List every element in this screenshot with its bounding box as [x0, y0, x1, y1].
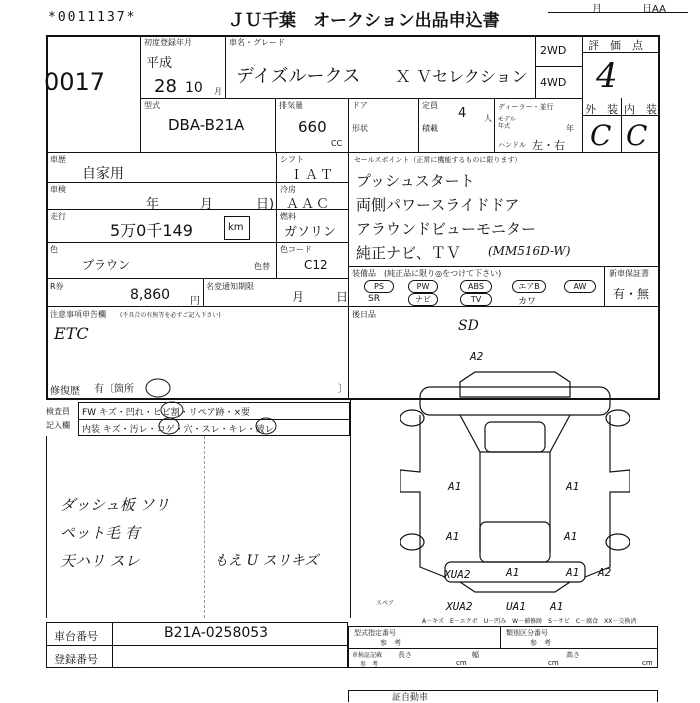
damage-left-low: A1	[446, 530, 460, 543]
chassis-value: B21A-0258053	[164, 625, 269, 641]
car-name: デイズルークス	[236, 66, 361, 87]
mileage-unit: km	[228, 222, 244, 233]
hand-note-4: もえ U スリキズ	[214, 553, 319, 569]
lot-number: 0017	[44, 68, 106, 96]
shift-value: ＩＡＴ	[290, 168, 336, 183]
drive-2wd: 2WD	[540, 44, 567, 57]
repair-history-label: 修復歴	[50, 386, 80, 397]
rating-label: 評 価 点	[588, 39, 643, 52]
later-items-value: SD	[458, 318, 479, 334]
interior-rating: C	[626, 119, 648, 152]
damage-rear-right-corner: A2	[598, 566, 612, 579]
registration-month-unit: 月	[214, 87, 222, 96]
color-code-label: 色コード	[280, 245, 312, 254]
repair-history-value: 有〔箇所	[94, 384, 134, 395]
name-change-day: 日	[336, 290, 349, 304]
interior-label: 内 装	[624, 103, 657, 116]
size-label: 車検証記載	[352, 652, 383, 659]
dealer-label: ディーラー・並行	[498, 103, 554, 111]
height-label: 高さ	[566, 651, 580, 659]
fuel-value: ガソリン	[284, 225, 337, 240]
height-unit: cm	[642, 659, 653, 667]
form-title: ＪＵ千葉 オークション出品申込書	[228, 11, 500, 31]
equip-aw: AW	[564, 280, 596, 293]
inspector-row-2: 内装 キズ・汚レ・コゲ・穴・スレ・キレ・破レ	[82, 425, 274, 435]
damage-top: A2	[470, 350, 484, 363]
rating-score: 4	[596, 56, 618, 96]
model-year-label: モデル年式	[498, 116, 516, 130]
sales-point-note: (MM516D-W)	[488, 244, 571, 258]
handle-label: ハンドル	[498, 141, 526, 149]
color-code-value: C12	[304, 258, 328, 272]
sales-points-label: セールスポイント（正常に機能するものに限ります）	[354, 156, 522, 164]
usage-value: 自家用	[82, 166, 124, 182]
equipment-label: 装備品 (純正品に限り◎をつけて下さい)	[352, 269, 502, 278]
damage-bumper-left: XUA2	[446, 600, 473, 613]
inspection-year: 年	[146, 197, 160, 212]
mileage-value: 5万0千149	[110, 221, 193, 240]
load-label: 積載	[422, 124, 438, 133]
capacity-label: 定員	[422, 101, 438, 110]
model-label: 型式	[144, 101, 160, 110]
ac-value: ＡＡＣ	[286, 197, 332, 212]
registration-year: 28	[154, 76, 177, 97]
damage-left-mid: A1	[448, 480, 462, 493]
damage-right-rear: A1	[566, 566, 580, 579]
equip-airbag: エアB	[512, 280, 546, 293]
size-ref: 参 考	[360, 661, 379, 668]
hand-note-1: ダッシュ板 ソリ	[60, 496, 170, 514]
inspection-label: 車検	[50, 185, 66, 194]
registration-label: 初度登録年月	[144, 38, 192, 47]
color-value: ブラウン	[82, 258, 131, 272]
damage-right-low: A1	[564, 530, 578, 543]
drive-4wd: 4WD	[540, 76, 567, 89]
registration-month: 10	[185, 80, 203, 96]
shift-label: シフト	[280, 155, 304, 164]
chassis-label: 車台番号	[54, 630, 98, 643]
later-items-label: 後日品	[352, 310, 376, 319]
damage-right-mid: A1	[566, 480, 580, 493]
displacement-unit: CC	[331, 139, 343, 148]
equip-navi: ナビ	[408, 293, 438, 306]
type-label: 型式指定番号	[354, 629, 396, 637]
equip-pw: PW	[408, 280, 438, 293]
car-grade: Ｘ Ｖセレクション	[395, 67, 528, 86]
repair-history-close: 〕	[338, 384, 348, 395]
notes-hint: (不具合の有無等を必ずご記入下さい)	[120, 312, 221, 319]
damage-center-rear: A1	[506, 566, 520, 579]
recycle-unit: 円	[190, 296, 200, 307]
damage-legend: A－キズ E－エクボ U－凹み W－補修跡 S－サビ C－腐食 XX－交換済	[422, 618, 637, 625]
damage-bumper-right: A1	[550, 600, 564, 613]
damage-left-rear: XUA2	[444, 568, 471, 581]
inspector-label-1: 検査員	[46, 407, 70, 416]
inspection-month: 月	[200, 197, 214, 212]
name-change-month: 月	[292, 290, 305, 304]
inspection-day: 日)	[256, 197, 275, 212]
mileage-label: 走行	[50, 212, 66, 221]
notes-value: ETC	[54, 324, 89, 343]
exterior-rating: C	[590, 119, 612, 152]
sales-point-1: プッシュスタート	[356, 172, 475, 190]
spare-label: スペア	[376, 600, 395, 607]
sales-point-2: 両側パワースライドドア	[356, 196, 520, 214]
equip-ps: PS	[364, 280, 394, 293]
category-label: 類別区分番号	[506, 629, 548, 637]
equip-tv: TV	[460, 293, 492, 306]
door-label: ドア	[352, 101, 368, 110]
length-unit: cm	[456, 659, 467, 667]
handle-options: 左・右	[532, 139, 565, 152]
model-year-unit: 年	[566, 124, 574, 133]
usage-label: 車歴	[50, 155, 66, 164]
car-name-label: 車名・グレード	[229, 38, 285, 47]
equip-abs: ABS	[460, 280, 492, 293]
type-ref: 参 考	[380, 639, 401, 647]
door-shape-label: 形状	[352, 124, 368, 133]
serial-barcode: *0011137*	[48, 10, 137, 25]
warranty-value: 有・無	[613, 287, 650, 301]
capacity-unit: 人	[484, 114, 492, 123]
equip-leather: カワ	[518, 297, 537, 307]
inspector-row-1: FW キズ・凹れ・ヒビ割・リペア跡・×要	[82, 408, 251, 418]
header-day: 日AA	[642, 4, 666, 15]
exterior-label: 外 装	[585, 103, 618, 116]
inspector-label-2: 記入欄	[46, 421, 70, 430]
width-unit: cm	[548, 659, 559, 667]
hand-note-2: ペット毛 有	[60, 524, 140, 542]
registration-era: 平成	[146, 56, 173, 71]
notes-label: 注意事項申告欄	[50, 310, 106, 319]
header-month: 月	[592, 4, 602, 15]
recycle-value: 8,860	[130, 287, 171, 303]
model-value: DBA-B21A	[168, 116, 245, 134]
sales-point-4: 純正ナビ、ＴＶ	[356, 244, 461, 262]
ac-label: 冷房	[280, 185, 296, 194]
recycle-label: R券	[50, 282, 64, 291]
sales-point-3: アラウンドビューモニター	[356, 220, 537, 238]
displacement-value: 660	[298, 118, 327, 136]
warranty-label: 新車保証書	[609, 269, 649, 278]
footer-label: 証自動車	[392, 693, 429, 703]
category-ref: 参 考	[530, 639, 551, 647]
width-label: 幅	[472, 651, 479, 659]
color-change-label: 色替	[254, 262, 270, 271]
color-label: 色	[50, 245, 58, 254]
damage-bumper-center: UA1	[506, 600, 526, 613]
registration-number-label: 登録番号	[54, 653, 98, 666]
capacity-value: 4	[458, 106, 467, 121]
displacement-label: 排気量	[279, 101, 303, 110]
equip-sr: SR	[368, 294, 380, 304]
name-change-label: 名変通知期限	[206, 282, 254, 291]
length-label: 長さ	[398, 651, 412, 659]
hand-note-3: 天ハリ スレ	[60, 552, 140, 570]
fuel-label: 燃料	[280, 212, 296, 221]
